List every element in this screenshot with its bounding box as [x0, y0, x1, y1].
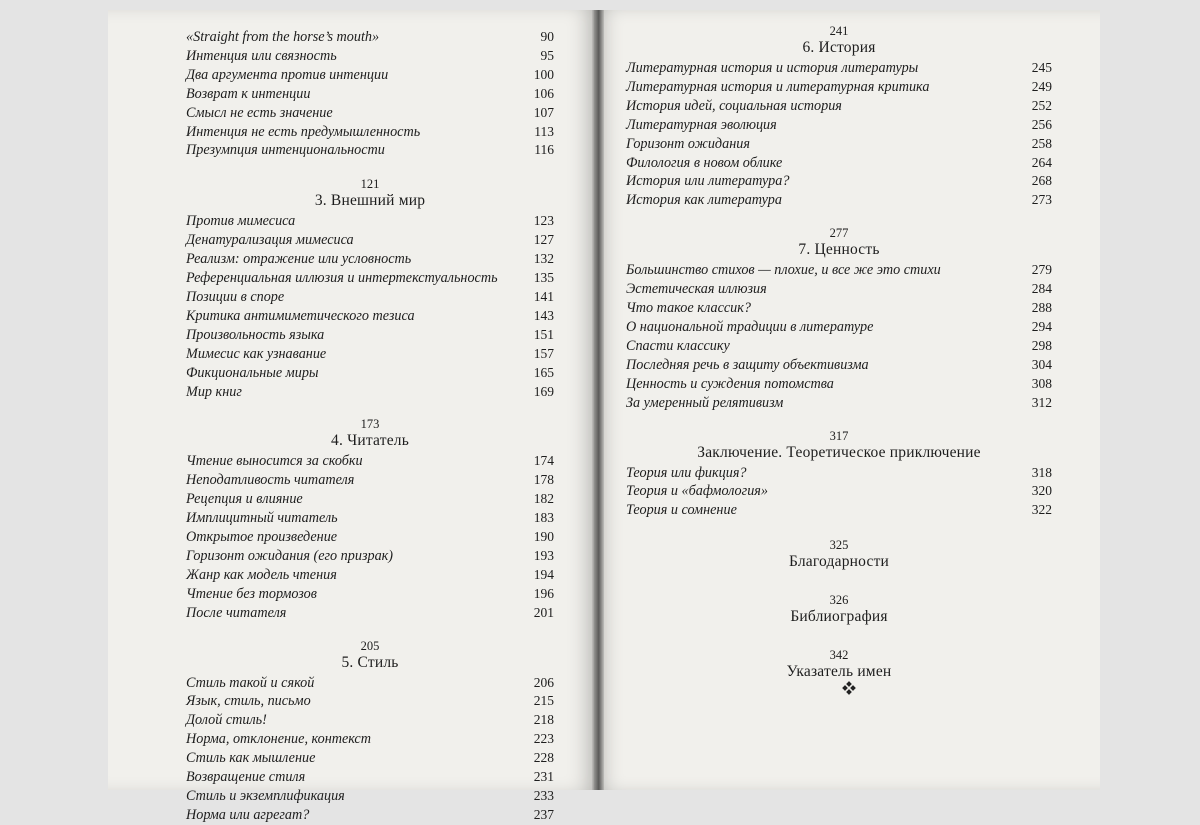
toc-entry-title: Неподатливость читателя: [186, 472, 355, 489]
toc-entry: [186, 452, 554, 471]
toc-entry-title: Открытое произведение: [186, 529, 338, 546]
toc-entry-title: Денатурализация мимесиса: [186, 232, 354, 249]
chapter-title: 6. История: [802, 39, 876, 56]
toc-entry-title: Теория или фикция?: [626, 464, 747, 481]
toc-entry: [186, 345, 554, 364]
toc-entry-page: 127: [533, 232, 554, 248]
chapter-page-number: 317: [829, 428, 849, 443]
toc-entry-title: Язык, стиль, письмо: [186, 693, 311, 710]
toc-entry-page: 249: [1031, 78, 1052, 94]
toc-entry-title: За умеренный релятивизм: [626, 394, 784, 411]
toc-entry-page: 90: [540, 29, 554, 44]
toc-entry-title: «Straight from the horse’s mouth»: [186, 29, 380, 45]
toc-entry-page: 165: [533, 364, 554, 380]
toc-entry-title: Рецепция и влияние: [186, 491, 303, 508]
toc-chapter-3: [186, 177, 554, 401]
toc-entry-title: История или литература?: [626, 173, 790, 190]
toc-entry: [186, 288, 554, 307]
toc-entry-title: Имплицитный читатель: [186, 510, 338, 527]
toc-entry-title: После читателя: [186, 604, 287, 621]
chapter-page-number: 326: [829, 593, 849, 608]
toc-entry-title: Референциальная иллюзия и интертекстуальность: [186, 270, 498, 287]
toc-entry-title: Эстетическая иллюзия: [626, 281, 767, 298]
toc-entry-title: Критика антимиметического тезиса: [186, 307, 415, 324]
chapter-page-number: 342: [829, 648, 849, 663]
toc-entry: [626, 464, 1052, 483]
toc-bibliography: [626, 593, 1052, 626]
toc-entry: [626, 154, 1052, 173]
toc-entry-page: 141: [533, 288, 554, 304]
toc-entry-page: 193: [533, 547, 554, 563]
toc-entry-title: Позиции в споре: [186, 288, 285, 305]
ornament-icon: [843, 682, 855, 694]
toc-entry-title: О национальной традиции в литературе: [626, 318, 874, 335]
toc-entry: [626, 394, 1052, 413]
toc-entry: [186, 509, 554, 528]
toc-entry-title: Стиль как мышление: [186, 750, 316, 767]
toc-entry-title: История идей, социальная история: [626, 97, 842, 114]
toc-acknowledgements: [626, 538, 1052, 571]
toc-entry-page: 288: [1031, 300, 1052, 316]
toc-entry: [626, 116, 1052, 135]
toc-entry-page: 143: [533, 307, 554, 323]
toc-entry-page: 273: [1031, 192, 1052, 208]
toc-entry: [186, 604, 554, 623]
chapter-page-number: 173: [360, 417, 380, 432]
toc-entry-page: 113: [534, 123, 554, 139]
toc-section-continued: [186, 28, 554, 160]
toc-entry-title: Филология в новом облике: [626, 154, 783, 171]
toc-entry: [626, 59, 1052, 78]
toc-entry: [186, 768, 554, 787]
toc-entry-title: Возврат к интенции: [186, 85, 311, 102]
toc-entry: [186, 47, 554, 66]
toc-entry-page: 218: [533, 712, 554, 728]
toc-entry-title: Долой стиль!: [186, 712, 267, 729]
toc-entry: [186, 231, 554, 250]
toc-entry: [186, 123, 554, 142]
right-page: [594, 10, 1100, 790]
toc-entry-title: Горизонт ожидания (его призрак): [186, 547, 394, 564]
toc-entry-title: Два аргумента против интенции: [186, 66, 389, 83]
toc-entry-title: Презумпция интенциональности: [186, 142, 385, 159]
toc-entry-page: 194: [533, 566, 554, 582]
toc-entry: [186, 212, 554, 231]
toc-entry-title: Горизонт ожидания: [626, 135, 750, 152]
book-gutter: [592, 10, 604, 790]
toc-entry-page: 100: [533, 66, 554, 82]
chapter-title: Заключение. Теоретическое приключение: [697, 443, 981, 461]
chapter-title: 4. Читатель: [331, 432, 409, 450]
toc-entry: [186, 490, 554, 509]
toc-entry: [186, 141, 554, 160]
toc-entry: [626, 172, 1052, 191]
toc-chapter-4: [186, 417, 554, 622]
toc-entry-title: Произвольность языка: [186, 326, 325, 343]
toc-entry: [186, 711, 554, 730]
toc-entry-title: Против мимесиса: [186, 213, 296, 230]
toc-entry: [186, 674, 554, 693]
toc-entry-title: Литературная эволюция: [626, 116, 777, 133]
toc-entry-page: 151: [533, 326, 554, 342]
toc-entry: [626, 135, 1052, 154]
toc-entry: [626, 191, 1052, 210]
toc-entry-page: 157: [533, 345, 554, 361]
toc-entry-page: 322: [1031, 502, 1052, 518]
toc-entry-page: 233: [533, 788, 554, 803]
toc-entry-title: Мимесис как узнавание: [186, 345, 327, 362]
toc-entry-title: Литературная история и литературная критика: [626, 78, 930, 95]
toc-entry-page: 178: [533, 472, 554, 488]
toc-entry-title: Стиль такой и сякой: [186, 674, 315, 691]
chapter-page-number: 325: [829, 538, 849, 553]
toc-entry: [186, 28, 554, 47]
toc-entry-title: Норма или агрегат?: [186, 806, 310, 823]
toc-entry: [186, 692, 554, 711]
chapter-page-number: 121: [360, 177, 380, 192]
toc-entry-page: 201: [533, 604, 554, 620]
toc-entry-page: 237: [533, 806, 554, 822]
toc-entry: [186, 730, 554, 749]
chapter-title: 3. Внешний мир: [314, 192, 426, 210]
toc-entry: [626, 375, 1052, 394]
toc-entry: [626, 356, 1052, 375]
toc-entry: [186, 104, 554, 123]
toc-entry-page: 252: [1031, 97, 1052, 113]
toc-entry-title: История как литература: [626, 192, 782, 209]
toc-entry-page: 294: [1031, 318, 1052, 334]
toc-entry-title: Теория и сомнение: [626, 502, 737, 519]
toc-entry: [186, 269, 554, 288]
toc-entry-page: 320: [1031, 483, 1052, 499]
chapter-page-number: 241: [829, 24, 849, 38]
toc-entry: [626, 78, 1052, 97]
toc-name-index: [626, 648, 1052, 681]
chapter-title: Указатель имен: [786, 663, 892, 681]
toc-entry-page: 279: [1031, 262, 1052, 278]
chapter-page-number: 205: [360, 638, 380, 653]
toc-entry-title: Интенция или связность: [186, 47, 337, 64]
toc-entry-page: 135: [533, 270, 554, 286]
toc-entry-page: 169: [533, 383, 554, 399]
toc-entry-page: 116: [534, 142, 554, 158]
toc-entry-title: Большинство стихов — плохие, и все же это стихи: [626, 262, 941, 279]
toc-entry-title: Смысл не есть значение: [186, 104, 333, 121]
toc-chapter-6: [626, 24, 1052, 210]
toc-chapter-7: [626, 226, 1052, 412]
toc-entry-title: Чтение без тормозов: [186, 585, 317, 602]
toc-entry: [626, 318, 1052, 337]
left-page: [108, 10, 594, 823]
toc-entry: [626, 97, 1052, 116]
toc-entry: [626, 337, 1052, 356]
toc-entry-page: 264: [1031, 154, 1052, 170]
toc-entry: [186, 528, 554, 547]
toc-entry: [626, 501, 1052, 520]
toc-entry-title: Фикциональные миры: [186, 364, 319, 381]
toc-entry-page: 245: [1031, 60, 1052, 75]
toc-entry-page: 190: [533, 529, 554, 545]
toc-entry-page: 258: [1031, 135, 1052, 151]
toc-entry-title: Реализм: отражение или условность: [186, 251, 412, 268]
toc-entry: [186, 85, 554, 104]
toc-entry-page: 215: [533, 693, 554, 709]
book-spread: [108, 10, 1100, 823]
toc-entry-title: Интенция не есть предумышленность: [186, 123, 421, 140]
toc-entry: [186, 250, 554, 269]
toc-entry: [186, 566, 554, 585]
toc-entry-page: 256: [1031, 116, 1052, 132]
toc-entry-page: 183: [533, 510, 554, 526]
chapter-title: Благодарности: [788, 553, 890, 571]
toc-entry-page: 308: [1031, 375, 1052, 391]
chapter-title: 5. Стиль: [341, 653, 399, 671]
toc-entry-title: Что такое классик?: [626, 300, 751, 317]
toc-entry: [626, 261, 1052, 280]
toc-entry: [186, 787, 554, 806]
toc-entry-page: 95: [540, 47, 554, 63]
toc-entry-title: Жанр как модель чтения: [186, 566, 337, 583]
toc-conclusion: [626, 429, 1052, 521]
chapter-page-number: 277: [829, 226, 849, 241]
toc-entry-title: Чтение выносится за скобки: [186, 453, 363, 470]
toc-entry-page: 318: [1031, 464, 1052, 480]
toc-entry-title: Теория и «бафмология»: [626, 483, 768, 500]
toc-entry-page: 268: [1031, 173, 1052, 189]
toc-entry-page: 132: [533, 251, 554, 267]
toc-entry-page: 228: [533, 750, 554, 766]
toc-entry: [626, 280, 1052, 299]
toc-entry-page: 304: [1031, 356, 1052, 372]
toc-entry-page: 223: [533, 731, 554, 747]
toc-chapter-5: [186, 639, 554, 825]
toc-entry-page: 298: [1031, 337, 1052, 353]
right-toc-column: [594, 24, 1052, 683]
toc-entry: [186, 471, 554, 490]
toc-entry-page: 284: [1031, 281, 1052, 297]
toc-entry: [186, 806, 554, 825]
toc-entry-page: 196: [533, 585, 554, 601]
toc-entry-page: 123: [533, 213, 554, 229]
toc-entry: [186, 585, 554, 604]
toc-entry-page: 106: [533, 85, 554, 101]
toc-entry-title: Литературная история и история литературы: [626, 60, 919, 76]
toc-entry: [626, 299, 1052, 318]
toc-entry: [186, 383, 554, 402]
toc-entry-page: 206: [533, 674, 554, 690]
toc-entry: [186, 307, 554, 326]
toc-entry-page: 182: [533, 491, 554, 507]
toc-entry: [626, 482, 1052, 501]
toc-entry: [186, 749, 554, 768]
toc-entry-page: 107: [533, 104, 554, 120]
toc-entry: [186, 326, 554, 345]
toc-entry: [186, 66, 554, 85]
toc-entry-title: Стиль и экземплификация: [186, 788, 345, 804]
toc-entry-title: Ценность и суждения потомства: [626, 375, 834, 392]
toc-entry-title: Последняя речь в защиту объективизма: [626, 356, 869, 373]
chapter-title: Библиография: [790, 608, 888, 626]
toc-entry: [186, 364, 554, 383]
toc-entry-title: Мир книг: [186, 383, 242, 400]
toc-entry-page: 174: [533, 453, 554, 469]
chapter-title: 7. Ценность: [798, 241, 880, 259]
left-toc-column: [108, 28, 554, 825]
toc-entry-page: 231: [533, 769, 554, 785]
toc-entry-title: Норма, отклонение, контекст: [186, 731, 371, 748]
toc-entry: [186, 547, 554, 566]
toc-entry-title: Возвращение стиля: [186, 769, 306, 786]
toc-entry-page: 312: [1031, 394, 1052, 410]
toc-entry-title: Спасти классику: [626, 337, 730, 354]
